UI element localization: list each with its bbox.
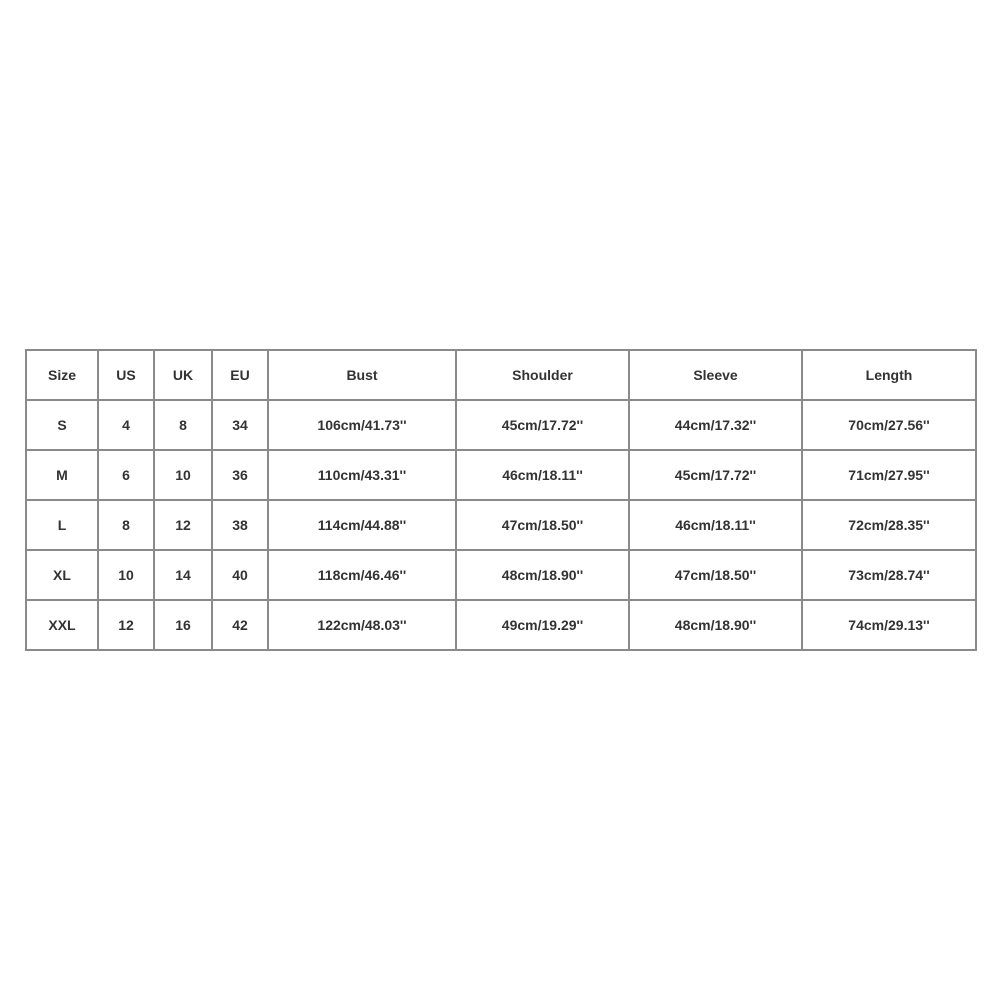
table-cell: 110cm/43.31''	[268, 450, 456, 500]
header-cell-eu: EU	[212, 350, 268, 400]
table-cell: XL	[26, 550, 98, 600]
size-chart-table	[25, 349, 977, 651]
table-cell: 45cm/17.72''	[456, 400, 629, 450]
header-row	[26, 350, 976, 400]
table-row	[26, 500, 976, 550]
table-cell: 12	[154, 500, 212, 550]
table-cell: XXL	[26, 600, 98, 650]
table-cell: 114cm/44.88''	[268, 500, 456, 550]
header-cell-sleeve: Sleeve	[629, 350, 802, 400]
table-cell: S	[26, 400, 98, 450]
table-cell: 70cm/27.56''	[802, 400, 976, 450]
table-row	[26, 400, 976, 450]
table-cell: 40	[212, 550, 268, 600]
table-cell: 6	[98, 450, 154, 500]
table-cell: 73cm/28.74''	[802, 550, 976, 600]
table-row	[26, 550, 976, 600]
header-cell-us: US	[98, 350, 154, 400]
table-cell: 12	[98, 600, 154, 650]
table-cell: 10	[98, 550, 154, 600]
table-cell: 74cm/29.13''	[802, 600, 976, 650]
table-cell: L	[26, 500, 98, 550]
table-cell: 118cm/46.46''	[268, 550, 456, 600]
table-cell: 4	[98, 400, 154, 450]
table-cell: 48cm/18.90''	[629, 600, 802, 650]
table-cell: 8	[154, 400, 212, 450]
table-cell: 34	[212, 400, 268, 450]
table-cell: 47cm/18.50''	[629, 550, 802, 600]
table-cell: 38	[212, 500, 268, 550]
table-cell: 46cm/18.11''	[629, 500, 802, 550]
table-cell: 42	[212, 600, 268, 650]
table-cell: 72cm/28.35''	[802, 500, 976, 550]
table-cell: 49cm/19.29''	[456, 600, 629, 650]
table-cell: 106cm/41.73''	[268, 400, 456, 450]
header-cell-shoulder: Shoulder	[456, 350, 629, 400]
header-cell-uk: UK	[154, 350, 212, 400]
header-cell-bust: Bust	[268, 350, 456, 400]
header-cell-length: Length	[802, 350, 976, 400]
table-cell: 47cm/18.50''	[456, 500, 629, 550]
table-cell: 16	[154, 600, 212, 650]
table-cell: 36	[212, 450, 268, 500]
table-row	[26, 600, 976, 650]
table-cell: 14	[154, 550, 212, 600]
header-cell-size: Size	[26, 350, 98, 400]
table-row	[26, 450, 976, 500]
table-cell: 45cm/17.72''	[629, 450, 802, 500]
table-cell: 122cm/48.03''	[268, 600, 456, 650]
table-cell: M	[26, 450, 98, 500]
table-cell: 44cm/17.32''	[629, 400, 802, 450]
table-cell: 8	[98, 500, 154, 550]
table-cell: 46cm/18.11''	[456, 450, 629, 500]
table-cell: 48cm/18.90''	[456, 550, 629, 600]
table-cell: 10	[154, 450, 212, 500]
table-cell: 71cm/27.95''	[802, 450, 976, 500]
